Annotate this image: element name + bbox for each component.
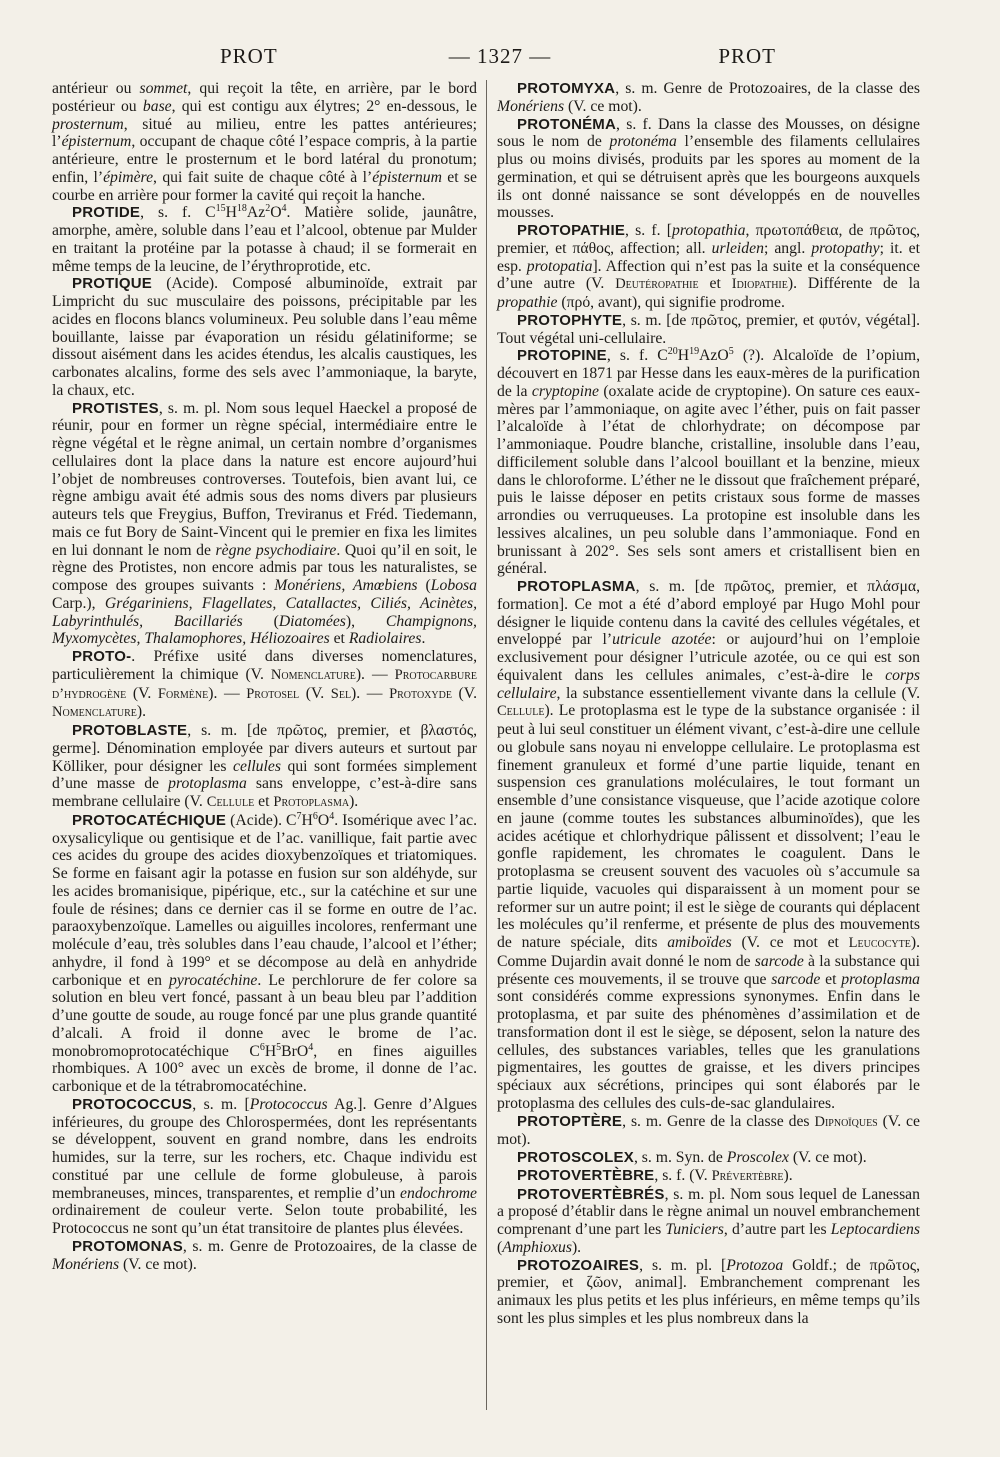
text-run: l’ensemble des filaments cellulaires plus ou moins divisés, produits par les spores au moment de la germination, et qui se détruisent après que les bourgeons auxquels ils ont donné naissance se sont développés en de nouvelles mousses. [497, 133, 920, 222]
right-column [497, 80, 920, 1421]
entry-protide [52, 204, 477, 275]
cross-reference: Deutéropathie [615, 276, 699, 293]
text-run: O [270, 204, 282, 222]
entry-protovertebres [497, 1186, 920, 1257]
text-run: , la substance essentiellement vivante dans la cellule (V. [556, 684, 920, 702]
formula-index: 4 [281, 203, 287, 215]
italic-term: protoplasma [841, 970, 920, 988]
italic-term: Protococcus [249, 1095, 328, 1113]
italic-term: Diatomées [278, 612, 346, 630]
text-run: ). — [208, 684, 247, 702]
formula-index: 5 [728, 346, 734, 358]
text-run: : or aujourd’hui on l’emploie exclusivement pour désigner l’utricule azotée, ou ce qui est son équivalent dans les cellules animales, c’est-à-dire le [497, 631, 920, 684]
header-left-word: PROT [220, 44, 278, 68]
text-run: et [254, 793, 274, 810]
headword: PROTO- [72, 648, 132, 665]
text-run: (V. ce mot). [564, 97, 642, 115]
formula-index: 19 [689, 346, 700, 358]
italic-term: épisternum [372, 168, 442, 186]
italic-term: sarcode [754, 952, 804, 970]
text-run: , s. m. pl. Nom sous lequel de Lanessan a proposé d’établir dans le règne animal un nouvel embranchement comprenant d’une part les [497, 1185, 920, 1238]
italic-term: Monériens [52, 1255, 120, 1273]
italic-term: Lobosa [430, 577, 477, 594]
formula-index: 20 [667, 346, 678, 358]
headword: PROTOPATHIE [517, 222, 626, 239]
cross-reference: Protoplasma [273, 794, 350, 810]
text-run: , s. f. C [606, 347, 668, 365]
entry-protomyxa [497, 80, 920, 116]
text-run: (V. ce mot). [497, 1112, 920, 1149]
headword: PROTOVERTÈBRÉS [517, 1185, 665, 1203]
text-run: . Isomérique avec l’ac. oxysalicylique ou gentisique et de l’ac. vanillique, fait partie avec ces acides du groupe des acides dioxybenzoïques et triatomiques. Se forme en faisant agir la potasse en fusion sur son aldéhyde, sur les acides bromanisique, pipérique, etc., sur la catéchine et sur une foule de résines; dans ce dernier cas il se forme en outre de l’ac. paraoxybenzoïque. Lamelles ou aiguilles incolores, renfermant une molécule d’eau, très solubles dans l’eau chaude, l’alcool et l’éther; anhydre, il fond à 199° et se décompose au delà en anhydride carbonique et en [52, 811, 477, 989]
formula-index: 6 [259, 1041, 265, 1053]
italic-term: protopathia [671, 222, 746, 239]
text-run: , en fines aiguilles rhombiques. A 100° avec un excès de brome, il donne de l’ac. carbonique et de la tétrabromocatéchine. [52, 1042, 477, 1095]
text-run: ( [497, 1238, 503, 1256]
entry-proto [52, 648, 477, 722]
text-run: , qui reçoit la tête, en arrière, par le bord postérieur ou [52, 80, 477, 115]
cross-reference: Dipnoïques [814, 1113, 878, 1130]
formula-index: 2 [265, 203, 271, 215]
entry-protozoaires [497, 1257, 920, 1328]
entry-protococcus [52, 1096, 477, 1238]
cross-reference: Protoxyde [389, 685, 452, 702]
text-run: , s. f. (V. [654, 1166, 712, 1184]
text-run: (Acide). Composé albuminoïde, extrait par Limpricht du suc musculaire des poissons, précipitable par les acides en flocons blancs volumineux. Peu soluble dans l’eau même bouillante, laisse par évaporation un résidu gélatiniforme; se dissout aisément dans les acides étendus, les alcalis caustiques, les carbonates alcalins, forme des sels avec l’ammoniaque, la baryte, la chaux, etc. [52, 275, 477, 399]
text-run: ]. Affection qui n’est pas la suite et la conséquence d’une autre (V. [497, 257, 920, 293]
text-run: ), [345, 612, 386, 630]
text-run: ). [136, 703, 147, 721]
cross-reference: Nomenclature [270, 666, 356, 683]
page-number: — 1327 — [448, 44, 552, 68]
text-run: , s. m. Syn. de [633, 1149, 727, 1166]
text-run: à la substance qui présente ces mouvements, il se trouve que [497, 952, 920, 988]
italic-term: Monériens [497, 97, 565, 115]
headword: PROTIDE [72, 204, 141, 222]
text-run: (V. ce mot). [788, 1149, 867, 1166]
cross-reference: Cellule [497, 703, 545, 720]
formula-index: 15 [215, 203, 226, 215]
italic-term: Radiolaires [348, 630, 422, 648]
formula-index: 4 [308, 1041, 314, 1053]
italic-term: Tuniciers [665, 1221, 724, 1238]
italic-term: Monériens, Amœbiens [274, 577, 418, 594]
text-run: (V. [451, 684, 477, 702]
formula-index: 7 [296, 810, 302, 822]
text-run: qui sont formées simplement d’une masse de [52, 757, 477, 793]
text-run: , s. m. [de πρῶτος, premier, et βλαστός, germe]. Dénomination employée par divers auteurs et surtout par Kölliker, pour désigner les [52, 722, 477, 775]
italic-term: épisternum [61, 133, 132, 151]
entry-protoscolex [497, 1149, 920, 1167]
text-run: ). [571, 1238, 582, 1256]
text-run: Goldf.; de πρῶτος, premier, et ζῶον, animal]. Embranchement comprenant les animaux les plus petits et les plus inférieurs, en même temps qu’ils sont les plus simples et les plus nombreux dans la [497, 1256, 921, 1327]
text-run: . Préfixe usité dans diverses nomenclatures, particulièrement la chimique (V. [52, 648, 477, 683]
text-run: et se courbe en arrière pour former la cavité qui reçoit la hanche. [52, 168, 477, 204]
text-run: Carp.), [52, 594, 105, 612]
column-rule [486, 80, 487, 1410]
text-run: , s. m. [de πρῶτος, premier, et πλάσμα, formation]. Ce mot a été d’abord employé par Hugo Mohl pour désigner le liquide contenu dans la cavité des cellules végétales, et enveloppé par l’ [497, 578, 920, 649]
running-header [52, 44, 948, 76]
text-run: (V. [299, 684, 331, 702]
text-run: (?). Alcaloïde de l’opium, découvert en 1871 par Hesse dans les eaux-mères de la purification de la [497, 347, 920, 400]
italic-term: corps cellulaire [497, 666, 920, 702]
text-run: sans enveloppe, c’est-à-dire sans membrane cellulaire (V. [52, 775, 477, 810]
text-run: , s. m. Genre de Protozoaires, de la classe des [615, 80, 920, 97]
formula-index: 6 [312, 810, 318, 822]
text-run: H [301, 811, 313, 829]
text-run: H [677, 347, 690, 365]
entry-protoblaste [52, 722, 477, 812]
cross-reference: Protocarbure d’hydrogène [52, 666, 477, 702]
italic-term: utricule azotée [612, 631, 712, 649]
entry-protophyte [497, 312, 920, 348]
italic-term: sommet [139, 80, 188, 97]
entry-protocatechique [52, 812, 477, 1096]
text-run: , s. m. Genre de Protozoaires, de la classe de [182, 1237, 477, 1255]
text-run: ). Comme Dujardin avait donné le nom de [497, 934, 921, 970]
italic-term: protoplasma [168, 775, 247, 793]
text-run: ( [417, 577, 431, 594]
text-run: ). [783, 1166, 793, 1184]
italic-term: Champignons, Myxomycètes, Thalamophores, Héliozoaires [52, 612, 477, 648]
entry-continuation [52, 80, 477, 204]
text-run: (Acide). C [226, 811, 297, 829]
text-run: ; angl. [763, 239, 812, 257]
text-run: ). — [351, 684, 390, 702]
text-run: . [421, 630, 426, 648]
text-run: Ag.]. Genre d’Algues inférieures, du groupe des Chlorospermées, dont les représentants se développent, souvent en grand nombre, dans les endroits humides, sur la terre, sur les rochers, etc. Chaque individu est constitué par une cellule de forme globuleuse, à parois membraneuses, minces, transparentes, et remplie d’un [52, 1095, 477, 1202]
text-run: , s. m. [de πρῶτος, premier, et φυτόν, végétal]. Tout végétal uni-cellulaire. [497, 311, 920, 347]
text-run: H [264, 1042, 277, 1060]
entry-protopine [497, 347, 920, 578]
italic-term: amiboïdes [667, 934, 732, 951]
headword: PROTOMYXA [517, 80, 616, 97]
text-run: et [698, 275, 732, 293]
text-run: ). Différente de la [787, 275, 920, 293]
italic-term: prosternum [52, 115, 124, 133]
text-run: (V. ce mot et [731, 934, 849, 951]
headword: PROTIQUE [72, 275, 152, 293]
headword: PROTOPLASMA [517, 578, 636, 595]
italic-term: cryptopine [531, 382, 599, 400]
entry-protoptere [497, 1113, 920, 1150]
italic-term: protopatia [526, 257, 593, 275]
text-run: (V. [126, 684, 158, 702]
entry-protonema [497, 116, 920, 223]
headword: PROTOCOCCUS [72, 1095, 193, 1113]
headword: PROTOCATÉCHIQUE [72, 811, 227, 829]
left-column [52, 80, 477, 1421]
italic-term: propathie [497, 294, 558, 311]
cross-reference: Formène [157, 685, 209, 702]
headword: PROTOPINE [517, 347, 607, 365]
headword: PROTOVERTÈBRE [517, 1166, 655, 1184]
headword: PROTOMONAS [72, 1237, 183, 1255]
text-run: , d’autre part les [723, 1221, 831, 1238]
text-run: (oxalate acide de cryptopine). On sature ces eaux-mères par l’ammoniaque, on agite avec l’éther, puis on fait passer l’alcaloïde à l’état de chlorhydrate; on décompose par l’ammoniaque. Poudre blanche, cristalline, insoluble dans l’eau, difficilement soluble dans l’alcool bouillant et la benzine, mieux dans le chloroforme. L’éther ne le dissout que fraîchement préparé, puis le laisse déposer en petits cristaux sous forme de masses arrondies ou verruqueuses. La protopine est insoluble dans les lessives alcalines, un peu soluble dans l’ammoniaque. Fond en brunissant à 202°. Ses sels sont amers et cristallisent bien en général. [497, 382, 920, 578]
text-run: , s. m. pl. [ [639, 1256, 727, 1274]
italic-term: sarcode [771, 970, 821, 988]
text-run: O [317, 811, 330, 829]
text-run: ( [242, 612, 279, 630]
text-run: (πρό, avant), qui signifie prodrome. [557, 294, 785, 311]
headword: PROTOPHYTE [517, 311, 623, 329]
text-run: ). — [355, 665, 395, 683]
italic-term: Grégariniens, Flagellates, Catallactes, Ciliés, Acinètes, Labyrinthulés, Bacillariés [52, 594, 477, 630]
headword: PROTONÉMA [517, 115, 617, 133]
text-run: , s. m. Genre de la classe des [622, 1112, 815, 1130]
cross-reference: Sel [330, 685, 352, 702]
italic-term: cellules [233, 757, 281, 775]
italic-term: pyrocatéchine [169, 971, 258, 989]
text-run: ). [349, 793, 359, 810]
formula-index: 18 [236, 203, 247, 215]
text-run: , s. m. pl. Nom sous lequel Haeckel a proposé de réunir, pour en former un règne spécial, intermédiaire entre le règne végétal et le règne animal, un certain nombre d’organismes cellulaires dont la place dans la nature est encore aujourd’hui l’objet de nombreuses controverses. Toutefois, bien avant lui, ce règne ambigu avait été admis sous des noms divers par plusieurs auteurs tels que Freygius, Buffon, Treviranus et Fréd. Tiedemann, mais ce fut Bory de Saint-Vincent qui le premier en fixa les limites en lui donnant le nom de [52, 399, 477, 559]
italic-term: urleiden [711, 239, 764, 257]
text-run: BrO [281, 1042, 309, 1060]
italic-term: endochrome [400, 1184, 477, 1202]
headword: PROTOSCOLEX [517, 1149, 634, 1166]
headword: PROTOZOAIRES [517, 1256, 640, 1274]
text-run: antérieur ou [52, 80, 140, 97]
entry-protomonas [52, 1238, 477, 1274]
italic-term: Protozoa [726, 1256, 784, 1274]
header-right-word: PROT [718, 44, 776, 68]
text-run: , s. f. C [140, 204, 216, 222]
text-run: AzO [699, 347, 729, 365]
text-run: et [820, 970, 842, 988]
text-run: H [225, 204, 237, 222]
cross-reference: Protosel [246, 685, 300, 702]
italic-term: protonéma [609, 133, 677, 151]
text-run: , s. m. [ [192, 1095, 250, 1113]
formula-index: 4 [329, 810, 335, 822]
text-run: Az [246, 204, 266, 222]
text-run: sont considérés comme expressions synonymes. Enfin dans le protoplasma, et par suite des phénomènes d’assimilation et de transformation dont il est le siège, se déposent, selon la nature des cellules, des substances variables, telles que les granulations pigmentaires, les gouttes de graisse, et les divers principes spéciaux aux sécrétions, principes qui sont élaborés par le protoplasma des cellules des culs-de-sac glandulaires. [497, 988, 920, 1112]
italic-term: règne psychodiaire [215, 541, 337, 559]
text-run: ; it. et esp. [497, 239, 920, 275]
entry-protovertebre [497, 1167, 920, 1186]
text-run: , situé au milieu, entre les pattes antérieures; l’ [52, 115, 477, 151]
text-run: , s. f. Dans la classe des Mousses, on désigne sous le nom de [497, 115, 920, 151]
headword: PROTOBLASTE [72, 722, 188, 739]
italic-term: Leptocardiens [830, 1221, 920, 1238]
italic-term: épimère [103, 168, 154, 186]
text-run: ). Le protoplasma est le type de la substance organisée : il peut à lui seul constituer un élément vivant, c’est-à-dire une cellule ou globule sans noyau ni enveloppe cellulaire. Le protoplasma est finement granuleux et formé d’une partie liquide, tenant en suspension ces granulations moléculaires, le tout formant un ensemble d’une consistance visqueuse, que l’acide azotique colore en jaune (comme toutes les substances albuminoïdes), que les acides acétique et chlorhydrique pâlissent et dissolvent; l’eau le gonfle rapidement, les chromates le coagulent. Dans le protoplasma se creusent souvent des vacuoles où s’accumule sa partie liquide, vacuoles qui disparaissent à un moment pour se reformer sur un autre point; il est le siège de courants qui déplacent les molécules qu’il renferme, et présente de plus des mouvements de nature spéciale, dits [497, 702, 920, 951]
text-run: . Matière solide, jaunâtre, amorphe, amère, soluble dans l’eau et l’alcool, obtenue par Mulder en traitant la protéine par la potasse à chaud; il se formerait en même temps de la leucine, de l’érythroprotide, etc. [52, 204, 477, 275]
text-run: . Quoi qu’il en soit, le règne des Protistes, non encore admis par tous les naturalistes, se compose des groupes suivants : [52, 541, 477, 594]
entry-protistes [52, 400, 477, 649]
cross-reference: Prévertèbre [711, 1167, 784, 1184]
entry-protoplasma [497, 578, 920, 1113]
formula-index: 5 [276, 1041, 282, 1053]
headword: PROTOPTÈRE [517, 1112, 623, 1130]
text-run: (V. ce mot). [119, 1255, 197, 1273]
headword: PROTISTES [72, 399, 159, 417]
text-run: ordinairement de couleur verte. Selon toute probabilité, les Protococcus ne sont qu’un état transitoire de plantes plus élevées. [52, 1202, 477, 1237]
text-run: et [329, 630, 349, 648]
entry-protopathie [497, 222, 920, 312]
text-run: , qui est contigu aux élytres; 2° en-dessous, le [171, 97, 477, 115]
text-run: , qui fait suite de chaque côté à l’ [153, 168, 373, 186]
text-run: , occupant de chaque côté l’espace compris, à la partie antérieure, entre le prosternum et le bord latéral du pronotum; enfin, l’ [52, 133, 477, 186]
italic-term: Amphioxus [502, 1238, 572, 1256]
text-run: , s. f. [ [625, 222, 672, 239]
cross-reference: Idiopathie [731, 276, 788, 293]
cross-reference: Nomenclature [52, 704, 137, 721]
text-run: . Le perchlorure de fer colore sa solution en bleu vert foncé, passant à un beau bleu par l’addition d’une goutte de soude, au rouge foncé par une plus grande quantité d’alcali. A froid il donne avec le brome de l’ac. monobromoprotocatéchique C [52, 971, 477, 1060]
italic-term: Proscolex [726, 1149, 789, 1166]
italic-term: protopathy [811, 239, 880, 257]
text-run: , πρωτοπάθεια, de πρῶτος, premier, et πάθος, affection; all. [497, 222, 920, 257]
cross-reference: Cellule [206, 794, 255, 810]
italic-term: base [142, 97, 172, 115]
cross-reference: Leucocyte [848, 935, 911, 951]
entry-protique [52, 275, 477, 399]
